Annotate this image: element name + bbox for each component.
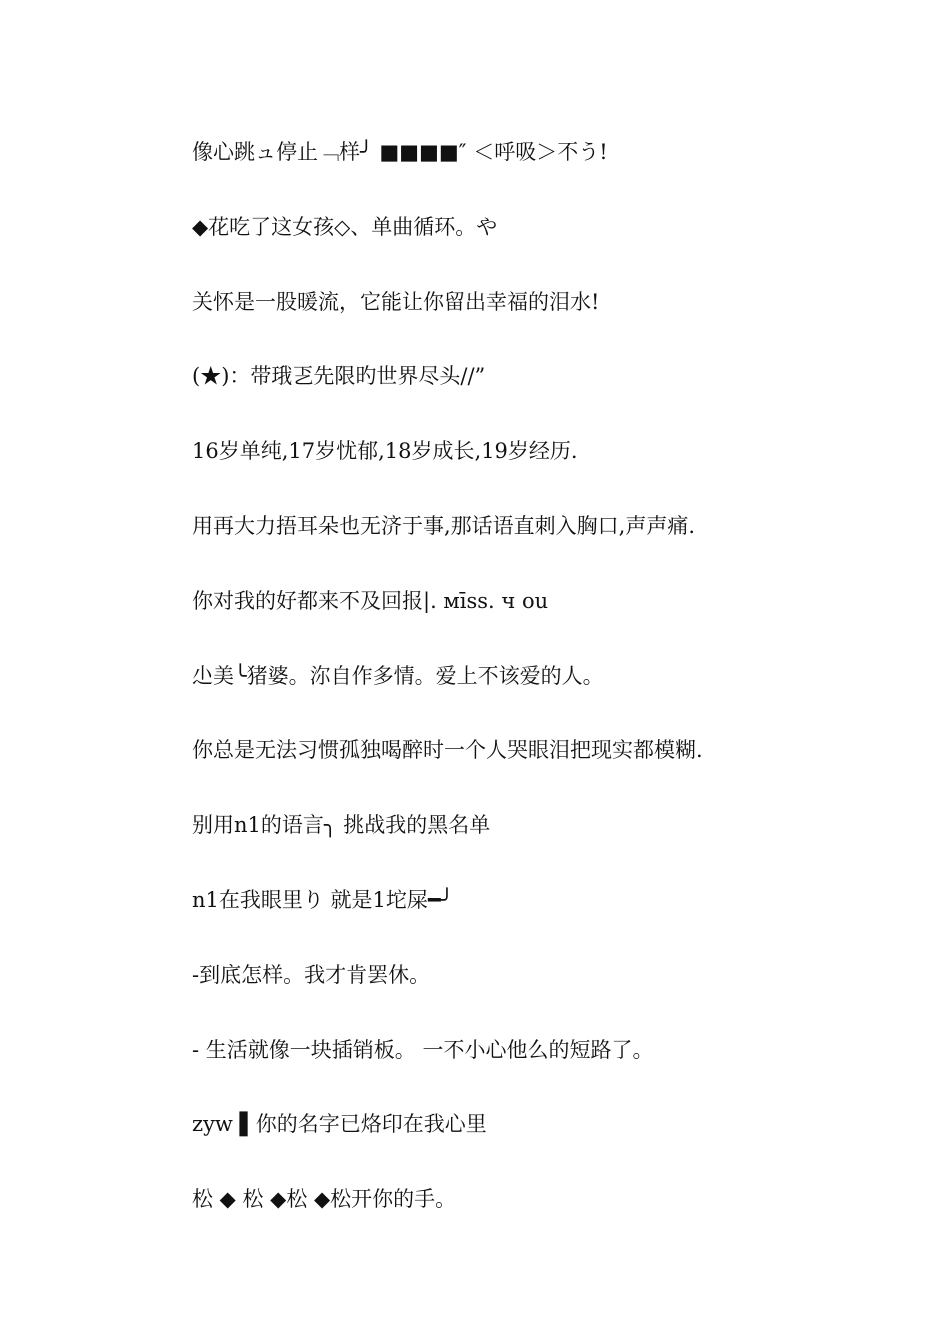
text-lines bbox=[192, 132, 892, 1254]
text-line-6: 用再大力捂耳朵也无济于事,那话语直刺入胸口,声声痛. bbox=[192, 513, 696, 538]
text-line-11: n1在我眼里り 就是1坨屎━╯ bbox=[192, 887, 454, 912]
text-line-2: ◆花吃了这女孩◇、单曲循环。や bbox=[192, 214, 498, 239]
text-line-13: - 生活就像一块插销板。 一不小心他么的短路了。 bbox=[192, 1037, 654, 1062]
text-line-12: -到底怎样。我才肯罢休。 bbox=[192, 962, 431, 987]
text-line-10: 别用n1的语言╮ 挑战我的黑名单 bbox=[192, 813, 491, 838]
text-line-8: 尐美╰猪婆。沵自作多情。爱上不该爱的人。 bbox=[192, 663, 604, 688]
text-line-9: 你总是无法习惯孤独喝醉时一个人哭眼泪把现实都模糊. bbox=[192, 738, 703, 763]
text-line-3: 关怀是一股暖流，它能让你留出幸福的泪水! bbox=[192, 289, 600, 314]
text-line-5: 16岁单纯,17岁忧郁,18岁成长,19岁经历. bbox=[192, 439, 578, 464]
text-line-4: (★)：带珴乤先限旳世界尽头//” bbox=[192, 364, 486, 389]
text-line-15: 松 ◆ 松 ◆松 ◆松开你的手。 bbox=[192, 1187, 457, 1212]
text-line-1: 像心跳ュ停止﹁样╯ ■■■■″ ＜呼吸＞不う! bbox=[192, 140, 608, 164]
text-line-14: zyw ▌你的名字已烙印在我心里 bbox=[192, 1112, 487, 1137]
text-line-7: 你对我的好都来不及回报|. мīss. ч ou bbox=[192, 588, 549, 613]
